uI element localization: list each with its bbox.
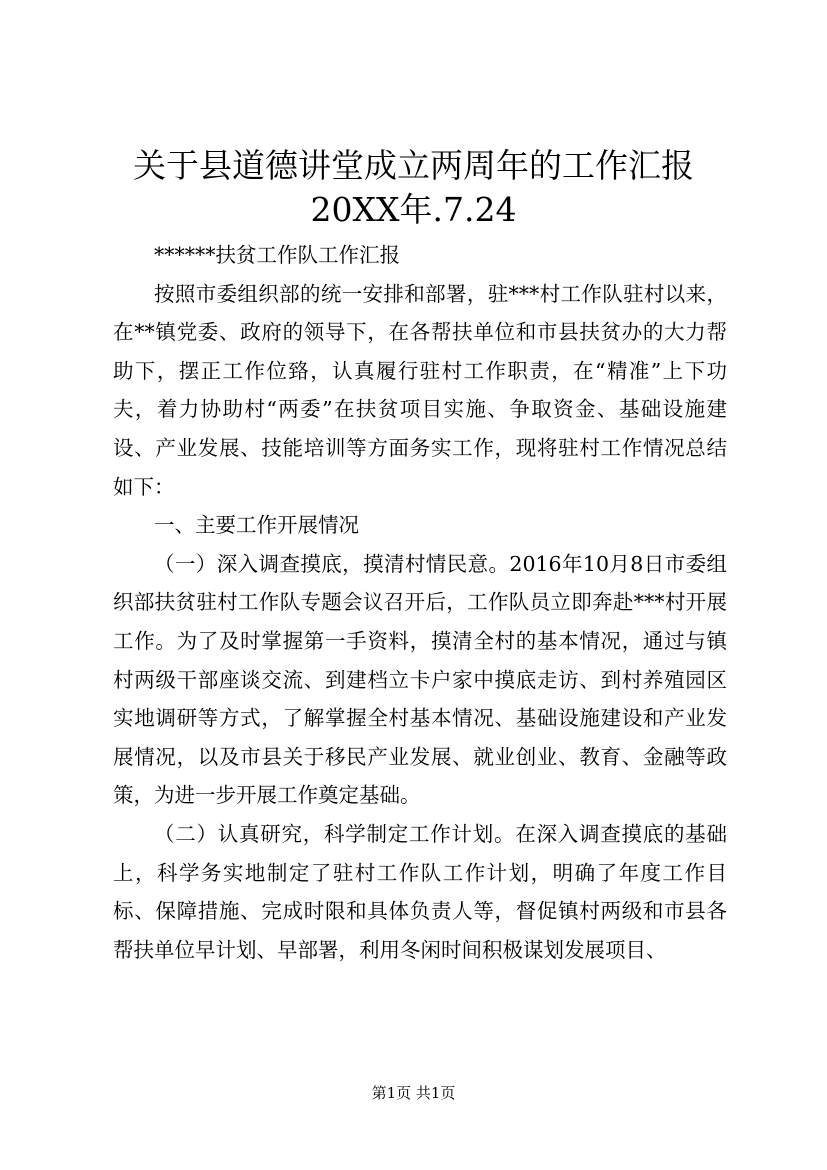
subheading: ******扶贫工作队工作汇报 (154, 243, 400, 267)
page-number-footer: 第1页 共1页 (371, 1084, 456, 1102)
paragraph: 按照市委组织部的统一安排和部署，驻***村工作队驻村以来，在**镇党委、政府的领导下，在各帮扶单位和市县扶贫办的大力帮助下，摆正工作位臵，认真履行驻村工作职责，在“精准”上下功夫，着力协助村“两委”在扶贫项目实施、争取资金、基础设施建设、产业发展、技能培训等方面务实工作，现将驻村工作情况总结如下： (113, 281, 727, 499)
document-body (113, 236, 727, 969)
section-heading: 一、主要工作开展情况 (154, 513, 359, 538)
document-title: 关于县道德讲堂成立两周年的工作汇报20XX年.7.24 (133, 146, 694, 229)
paragraph: （一）深入调查摸底，摸清村情民意。2016年10月8日市委组织部扶贫驻村工作队专题会议召开后，工作队员立即奔赴***村开展工作。为了及时掌握第一手资料，摸清全村的基本情况，通过与镇村两级干部座谈交流、到建档立卡户家中摸底走访、到村养殖园区实地调研等方式，了解掌握全村基本情况、基础设施建设和产业发展情况，以及市县关于移民产业发展、就业创业、教育、金融等政策，为进一步开展工作奠定基础。 (113, 551, 727, 808)
paragraph: （二）认真研究，科学制定工作计划。在深入调查摸底的基础上，科学务实地制定了驻村工作队工作计划，明确了年度工作目标、保障措施、完成时限和具体负责人等，督促镇村两级和市县各帮扶单位早计划、早部署，利用冬闲时间积极谋划发展项目、 (113, 821, 727, 962)
